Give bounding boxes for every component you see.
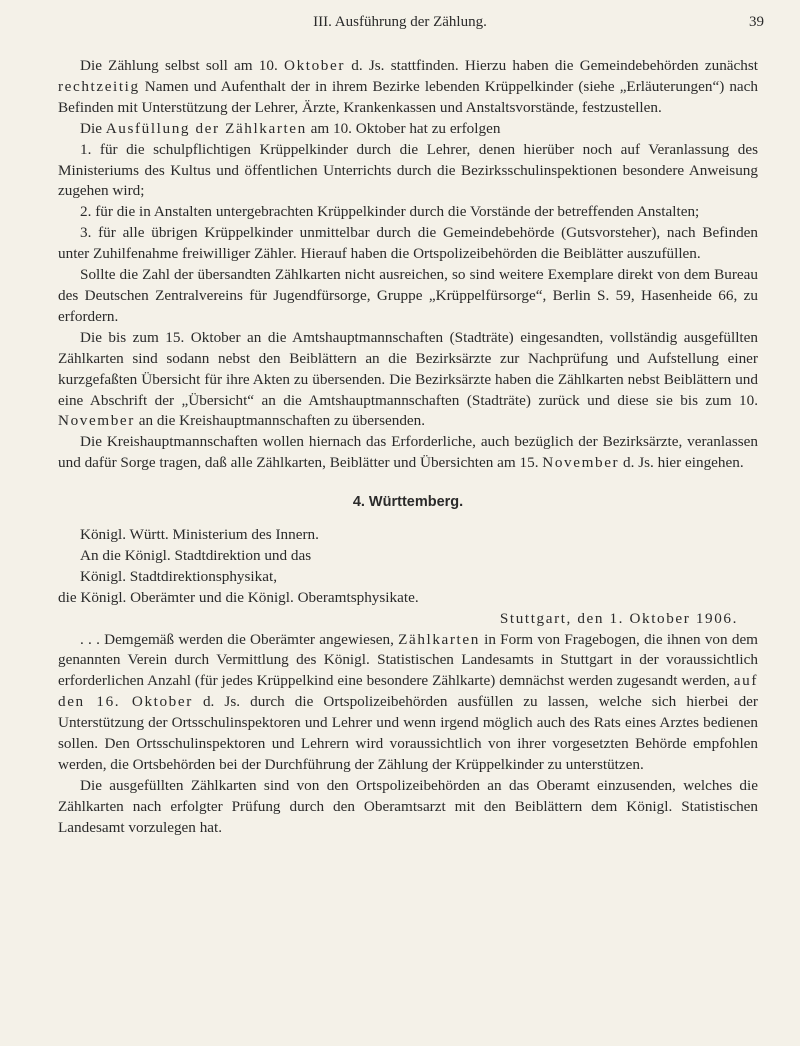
- text-run: d. Js. hier eingehen.: [619, 454, 744, 472]
- spaced-text: Ausfüllung der Zählkarten: [105, 119, 307, 137]
- text-run: Die Kreishauptmannschaften wollen hiernach das Erforderliche, auch bezüglich der Bezirksärzte, veranlassen und dafür Sorge tragen, daß alle Zählkarten, Beiblätter und Übersichten am 15.: [58, 433, 758, 472]
- list-item: 2. für die in Anstalten untergebrachten Krüppelkinder durch die Vorstände der betreffenden Anstalten;: [80, 203, 700, 221]
- spaced-text: November: [542, 454, 620, 472]
- running-header: [0, 14, 800, 40]
- text-run: Die Zählung selbst soll am 10.: [80, 57, 285, 74]
- spaced-text: Oktober: [284, 57, 345, 74]
- running-title: III. Ausführung der Zählung.: [313, 14, 487, 30]
- list-item: 3. für alle übrigen Krüppelkinder unmittelbar durch die Gemeindebehörde (Gutsvorsteher), nach Befinden unter Zuhilfenahme freiwilliger Zähler. Hierauf haben die Ortspolizeibehörden die Beiblätter auszufüllen.: [58, 224, 758, 263]
- page-number: 39: [749, 14, 764, 30]
- text-run: d. Js. durch die Ortspolizeibehörden ausfüllen zu lassen, welche sich hierbei der Unterstützung der Ortsschulinspektoren und Lehrer und wenn irgend möglich auch des Rats eines Arztes bedienen sollen. Den Ortsschulinspektoren und Lehrern wird voraussichtlich von ihrer vorgesetzten Behörde empfohlen werden, die Ortsbehörden bei der Durchführung der Zählung der Krüppelkinder zu unterstützen.: [58, 693, 758, 773]
- paragraph: Sollte die Zahl der übersandten Zählkarten nicht ausreichen, so sind weitere Exemplare direkt von dem Bureau des Deutschen Zentralvereins für Jugendfürsorge, Gruppe „Krüppelfürsorge“, Berlin S. 59, Hasenheide 66, zu erfordern.: [58, 266, 758, 325]
- text-run: Die: [80, 119, 106, 137]
- text-run: am 10. Oktober hat zu erfolgen: [306, 119, 501, 137]
- text-run: Namen und Aufenthalt der in ihrem Bezirke lebenden Krüppelkinder (siehe „Erläuterungen“) nach Befinden mit Unterstützung der Lehrer, Ärzte, Krankenkassen und Anstaltsvorstände, festzustellen.: [58, 77, 758, 116]
- paragraph: [58, 630, 758, 776]
- paragraph: Die ausgefüllten Zählkarten sind von den Ortspolizeibehörden an das Oberamt einzusenden, welches die Zählkarten nach erfolgter Prüfung durch den Oberamtsarzt mit den Beiblättern dem Königl. Statistischen Landesamt vorzulegen hat.: [58, 776, 758, 836]
- spaced-text: rechtzeitig: [58, 77, 140, 95]
- body-text: [58, 56, 758, 839]
- text-run: an die Kreishauptmannschaften zu übersenden.: [134, 412, 426, 430]
- list-item: 1. für die schulpflichtigen Krüppelkinder durch die Lehrer, denen hierüber noch auf Veranlassung des Ministeriums des Kultus und öffentlichen Unterrichts durch die Bezirksschulinspektionen besondere Anweisung zugehen wird;: [58, 140, 758, 200]
- address-line: Königl. Württ. Ministerium des Innern.: [80, 526, 319, 544]
- address-line: die Königl. Oberämter und die Königl. Oberamtsphysikate.: [58, 588, 419, 606]
- spaced-text: auf den 16. Oktober: [58, 672, 758, 711]
- text-run: Die bis zum 15. Oktober an die Amtshauptmannschaften (Stadträte) eingesandten, vollständig ausgefüllten Zählkarten sind sodann nebst den Beiblättern an die Bezirksärzte zur Nachprüfung und Aufstellung einer kurzgefaßten Übersicht für ihre Akten zu übersenden. Die Bezirksärzte haben die Zählkarten nebst Beiblättern und eine Abschrift der „Übersicht“ an die Amtshauptmannschaften (Stadträte) zurück und diese sie bis zum 10.: [58, 328, 758, 409]
- dateline: Stuttgart, den 1. Oktober 1906.: [499, 609, 738, 627]
- spaced-text: Zählkarten: [398, 630, 480, 648]
- paragraph: [58, 328, 758, 433]
- text-run: d. Js. stattfinden. Hierzu haben die Gemeindebehörden zunächst: [345, 57, 758, 74]
- address-line: An die Königl. Stadtdirektion und das: [80, 546, 312, 564]
- text-run: . . . Demgemäß werden die Oberämter angewiesen,: [80, 630, 399, 648]
- text-run: in Form von Fragebogen, die ihnen von dem genannten Verein durch Vermittlung des Königl. Statistischen Landesamts in Stuttgart in der voraussichtlich erforderlichen Anzahl (für jedes Krüppelkind eine besondere Zählkarte) demnächst werden zugesandt werden,: [58, 630, 758, 690]
- address-line: Königl. Stadtdirektionsphysikat,: [80, 567, 278, 585]
- spaced-text: November: [58, 412, 135, 430]
- section-heading: 4. Württemberg.: [352, 494, 464, 511]
- address-block: [58, 525, 758, 609]
- paragraph: [58, 432, 758, 474]
- paragraph: [58, 56, 758, 119]
- paragraph: [58, 119, 758, 140]
